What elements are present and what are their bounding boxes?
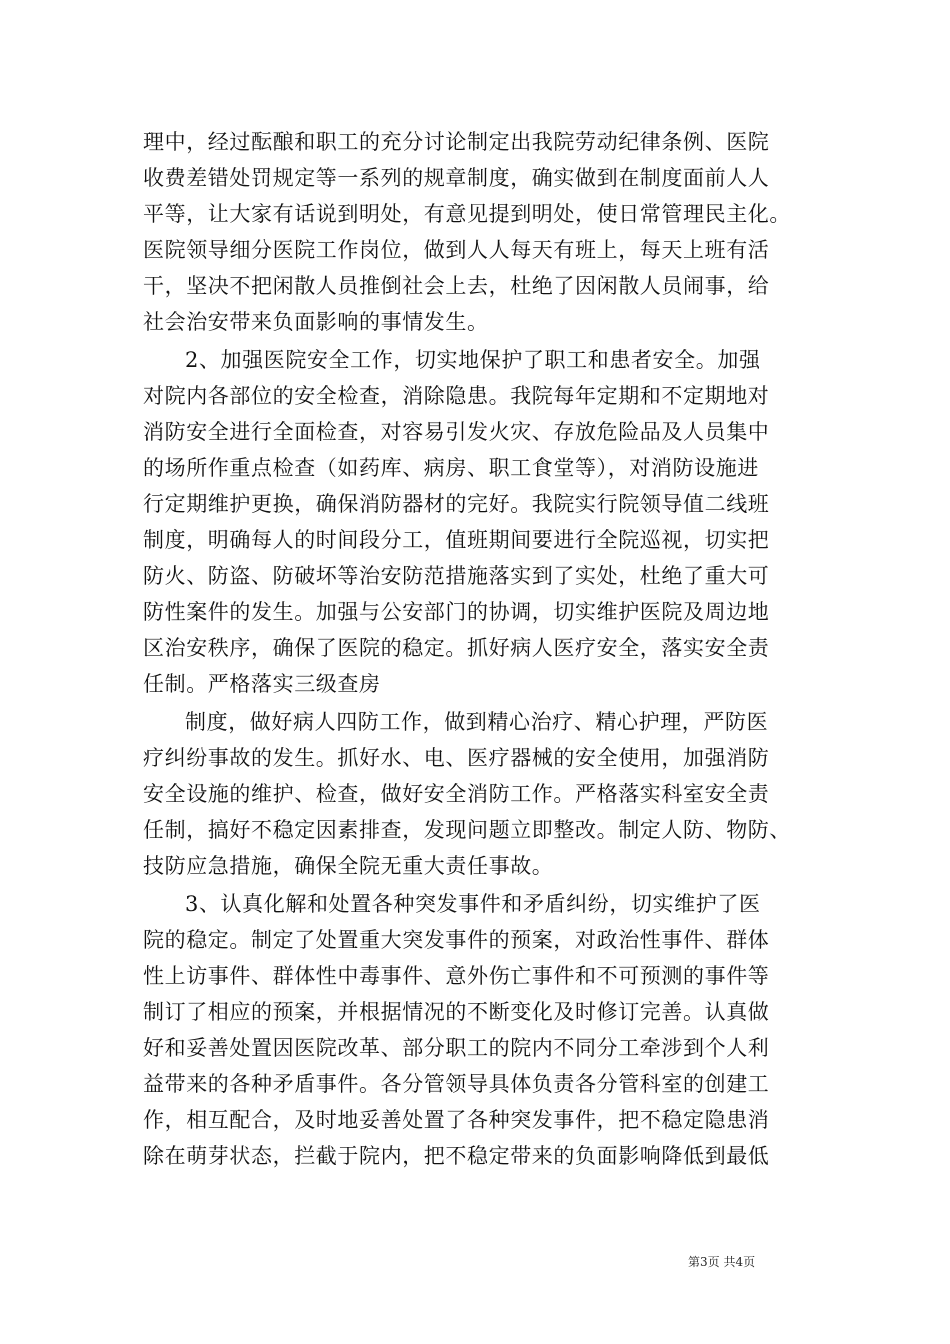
paragraph-start-line: 制度，做好病人四防工作，做到精心治疗、精心护理，严防医: [185, 710, 769, 734]
text-line: 好和妥善处置因医院改革、部分职工的院内不同分工牵涉到个人利: [143, 1036, 770, 1060]
text-line: 性上访事件、群体性中毒事件、意外伤亡事件和不可预测的事件等: [143, 964, 770, 988]
text-line: 制度，明确每人的时间段分工，值班期间要进行全院巡视，切实把: [143, 528, 770, 552]
text-line: 制订了相应的预案，并根据情况的不断变化及时修订完善。认真做: [143, 1000, 770, 1024]
text-line: 除在萌芽状态，拦截于院内，把不稳定带来的负面影响降低到最低: [143, 1144, 770, 1168]
text-line: 防火、防盗、防破坏等治安防范措施落实到了实处，杜绝了重大可: [143, 564, 770, 588]
text-line: 理中，经过酝酿和职工的充分讨论制定出我院劳动纪律条例、医院: [143, 130, 770, 154]
text-line: 技防应急措施，确保全院无重大责任事故。: [143, 854, 554, 878]
text-line: 医院领导细分医院工作岗位，做到人人每天有班上，每天上班有活: [143, 238, 770, 262]
text-line: 社会治安带来负面影响的事情发生。: [143, 310, 489, 334]
paragraph-start-line: 3、认真化解和处置各种突发事件和矛盾纠纷，切实维护了医: [185, 892, 761, 916]
text-line: 行定期维护更换，确保消防器材的完好。我院实行院领导值二线班: [143, 492, 770, 516]
text-line: 消防安全进行全面检查，对容易引发火灾、存放危险品及人员集中: [143, 420, 770, 444]
text-line: 安全设施的维护、检查，做好安全消防工作。严格落实科室安全责: [143, 782, 770, 806]
text-line: 防性案件的发生。加强与公安部门的协调，切实维护医院及周边地: [143, 600, 770, 624]
text-line: 收费差错处罚规定等一系列的规章制度，确实做到在制度面前人人: [143, 166, 770, 190]
text-line: 的场所作重点检查（如药库、病房、职工食堂等），对消防设施进: [143, 456, 759, 480]
text-line: 平等，让大家有话说到明处，有意见提到明处，使日常管理民主化。: [143, 202, 791, 226]
text-line: 区治安秩序，确保了医院的稳定。抓好病人医疗安全，落实安全责: [143, 636, 770, 660]
text-line: 作，相互配合，及时地妥善处置了各种突发事件，把不稳定隐患消: [143, 1108, 770, 1132]
text-line: 益带来的各种矛盾事件。各分管领导具体负责各分管科室的创建工: [143, 1072, 770, 1096]
page-number: 第3页 共4页: [688, 1255, 756, 1269]
text-line: 对院内各部位的安全检查，消除隐患。我院每年定期和不定期地对: [143, 384, 770, 408]
text-line: 院的稳定。制定了处置重大突发事件的预案，对政治性事件、群体: [143, 928, 770, 952]
text-line: 疗纠纷事故的发生。抓好水、电、医疗器械的安全使用，加强消防: [143, 746, 770, 770]
text-line: 干，坚决不把闲散人员推倒社会上去，杜绝了因闲散人员闹事，给: [143, 274, 770, 298]
paragraph-start-line: 2、加强医院安全工作，切实地保护了职工和患者安全。加强: [185, 348, 761, 372]
text-line: 任制，搞好不稳定因素排查，发现问题立即整改。制定人防、物防、: [143, 818, 791, 842]
text-line: 任制。严格落实三级查房: [143, 672, 381, 696]
